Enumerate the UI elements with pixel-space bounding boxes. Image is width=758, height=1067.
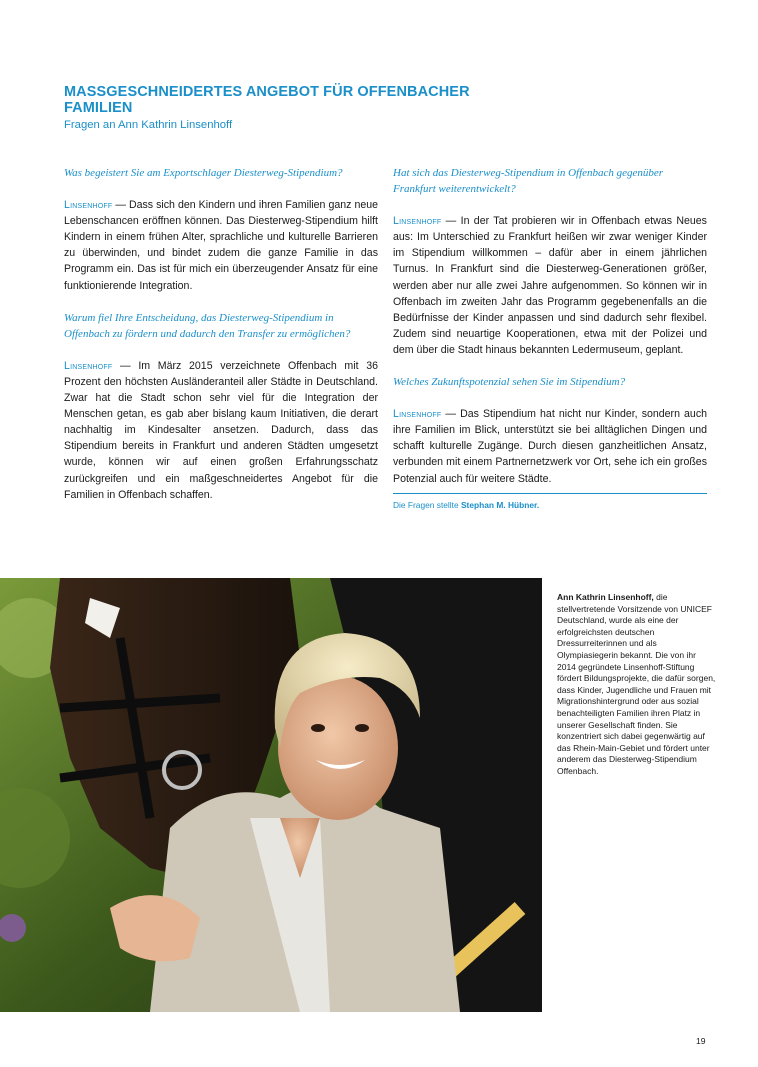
speaker-dash: —: [441, 408, 461, 421]
article-title: MASSGESCHNEIDERTES ANGEBOT FÜR OFFENBACHER FAMILIEN: [64, 84, 470, 116]
answer-2-text: Im März 2015 verzeichnete Offenbach mit 36 Prozent den höchsten Ausländeranteil aller Städte in Deutschland. Zwar hat die Stadt schon sehr viel für die Integration der Menschen getan, es gab aber bislang kaum Initiativen, die derart nachhaltig im Kindesalter ansetzen. Dadurch, dass das Stipendium bereits in Frankfurt und anderen Städten umgesetzt wurde, können wir auf einen großen Erfahrungsschatz zurückgreifen und ein maßgeschneidertes Angebot für die Familien in Offenbach schaffen.: [64, 359, 379, 501]
question-2: Warum fiel Ihre Entscheidung, das Diesterweg-Stipendium in Offenbach zu fördern und dadurch den Transfer zu ermöglichen?: [64, 311, 351, 340]
answer-2: [64, 358, 378, 503]
answer-1: [64, 197, 378, 294]
answer-1-text: Dass sich den Kindern und ihren Familien ganz neue Lebenschancen eröffnen können. Das Diesterweg-Stipendium hilft Kindern in einem frühen Alter, sprachliche und kulturelle Barrieren zu überwinden, und bindet zudem die ganze Familie in das Programm ein. Das ist für mich ein überzeugender Ansatz für eine funktionierende Integration.: [64, 199, 379, 292]
divider-rule: [393, 493, 707, 494]
speaker-dash: —: [112, 199, 129, 212]
speaker-label: Linsenhoff: [393, 215, 442, 228]
speaker-label: Linsenhoff: [393, 408, 442, 421]
answer-4: [393, 406, 707, 486]
column-right: [393, 165, 707, 511]
question-1: Was begeistert Sie am Exportschlager Diesterweg-Stipendium?: [64, 167, 343, 179]
speaker-dash: —: [441, 215, 461, 228]
portrait-photo: [0, 578, 542, 1012]
question-4: Welches Zukunftspotenzial sehen Sie im Stipendium?: [393, 376, 626, 389]
caption-name: Ann Kathrin Linsenhoff,: [557, 592, 654, 602]
photo-caption: [557, 592, 717, 778]
interview-credit: [393, 500, 707, 511]
page-number: 19: [696, 1036, 706, 1046]
speaker-label: Linsenhoff: [64, 359, 113, 372]
portrait-illustration: [0, 578, 542, 1012]
article-subtitle: Fragen an Ann Kathrin Linsenhoff: [64, 119, 233, 131]
answer-3-text: In der Tat probieren wir in Offenbach etwas Neues aus: Im Unterschied zu Frankfurt heißen wir zwar weniger Kinder im Stipendium willkommen – dafür aber in einem jährlichen Turnus. In Frankfurt sind die Diesterweg-Generationen größer, werden aber nur alle zwei Jahre aufgenommen. So können wir in Offenbach im zweiten Jahr das Programm gegebenenfalls an die Bedürfnisse der Kinder anpassen und sind dadurch sehr flexibel. Zudem sind neuartige Kooperationen, etwa mit der Polizei und dem über die Stadt hinaus bekannten Ledermuseum, geplant.: [393, 215, 707, 356]
question-3: Hat sich das Diesterweg-Stipendium in Offenbach gegenüber Frankfurt weiterentwickelt?: [393, 167, 664, 196]
column-left: [64, 165, 378, 519]
speaker-label: Linsenhoff: [64, 199, 113, 212]
caption-text: die stellvertretende Vorsitzende von UNICEF Deutschland, wurde als eine der erfolgreichsten deutschen Dressurreiterinnen und als Olympiasiegerin bekannt. Die von ihr 2014 gegründete Linsenhoff-Stiftung fördert Bildungsprojekte, die dafür sorgen, dass Kinder, Jugendliche und Frauen mit Migrationshintergrund oder aus sozial benachteiligten Familien ihren Platz in unserer Gesellschaft finden. Sie konzentriert sich dabei gegenwärtig auf das Rhein-Main-Gebiet und fördert unter anderem das Diesterweg-Stipendium Offenbach.: [557, 592, 716, 776]
article-header: [64, 84, 484, 132]
speaker-dash: —: [112, 359, 139, 372]
credit-prefix: Die Fragen stellte: [393, 499, 461, 510]
answer-3: [393, 213, 707, 358]
answer-4-text: Das Stipendium hat nicht nur Kinder, sondern auch ihre Familien im Blick, unterstützt sie bei alltäglichen Dingen und schafft kulturelle Zugänge. Durch diesen ganzheitlichen Ansatz, verbunden mit einem Partnernetzwerk vor Ort, sehe ich ein großes Potenzial auch für weitere Städte.: [393, 408, 708, 485]
credit-name: Stephan M. Hübner.: [460, 499, 540, 510]
